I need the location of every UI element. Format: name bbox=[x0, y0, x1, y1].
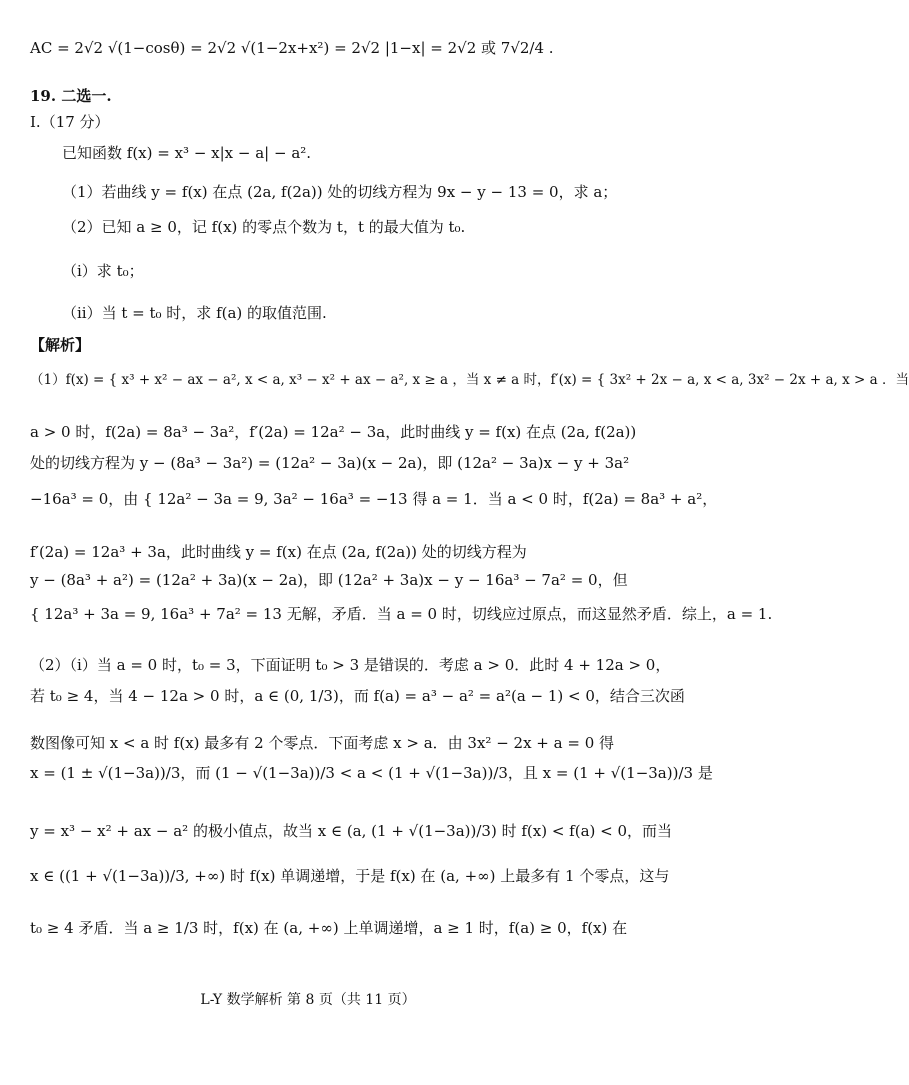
solution-text-9: 若 t₀ ≥ 4，当 4 − 12a > 0 时，a ∈ (0, 1/3)，而 f(a) = a³ − a² = a²(a − 1) < 0，结合三次函 bbox=[30, 687, 685, 705]
solution-line-3 bbox=[30, 455, 629, 472]
solution-heading-text: 【解析】 bbox=[30, 336, 91, 354]
solution-text-4: −16a³ = 0，由 { 12a² − 3a = 9, 3a² − 16a³ = −13 得 a = 1．当 a < 0 时，f(2a) = 8a³ + a²， bbox=[30, 490, 718, 508]
subquestion-1-text: （1）若曲线 y = f(x) 在点 (2a, f(2a)) 处的切线方程为 9x − y − 13 = 0，求 a； bbox=[62, 183, 618, 201]
solution-line-9 bbox=[30, 688, 685, 705]
heading-text: 19. 二选一. bbox=[30, 87, 112, 105]
solution-line-12 bbox=[30, 823, 672, 840]
solution-line-1 bbox=[30, 373, 909, 388]
subquestion-2-ii bbox=[62, 305, 327, 322]
solution-text-5: f′(2a) = 12a³ + 3a，此时曲线 y = f(x) 在点 (2a, f(2a)) 处的切线方程为 bbox=[30, 543, 527, 561]
solution-line-8 bbox=[30, 657, 670, 674]
solution-text-7: { 12a³ + 3a = 9, 16a³ + 7a² = 13 无解，矛盾．当 a = 0 时，切线应过原点，而这显然矛盾．综上，a = 1. bbox=[30, 605, 773, 623]
equation-ac: AC = 2√2 √(1−cosθ) = 2√2 √(1−2x+x²) = 2√2 |1−x| = 2√2 或 7√2/4 . bbox=[30, 39, 554, 57]
subquestion-2-i bbox=[62, 263, 144, 280]
part-i-text: I.（17 分） bbox=[30, 113, 110, 131]
solution-line-14 bbox=[30, 920, 627, 937]
solution-text-12: y = x³ − x² + ax − a² 的极小值点，故当 x ∈ (a, (1 + √(1−3a))/3) 时 f(x) < f(a) < 0，而当 bbox=[30, 822, 673, 840]
solution-text-6: y − (8a³ + a²) = (12a² + 3a)(x − 2a)，即 (12a² + 3a)x − y − 16a³ − 7a² = 0，但 bbox=[30, 571, 628, 589]
subquestion-2-text: （2）已知 a ≥ 0，记 f(x) 的零点个数为 t，t 的最大值为 t₀. bbox=[62, 218, 466, 236]
footer-text: L-Y 数学解析 第 8 页（共 11 页） bbox=[200, 992, 416, 1008]
solution-text-8: （2）（i）当 a = 0 时，t₀ = 3，下面证明 t₀ > 3 是错误的．考虑 a > 0．此时 4 + 12a > 0， bbox=[30, 656, 671, 674]
solution-text-3: 处的切线方程为 y − (8a³ − 3a²) = (12a² − 3a)(x − 2a)，即 (12a² − 3a)x − y + 3a² bbox=[30, 454, 630, 472]
solution-line-2 bbox=[30, 424, 636, 441]
part-i-heading bbox=[30, 114, 110, 131]
subquestion-2-i-text: （i）求 t₀； bbox=[62, 262, 144, 280]
solution-line-13 bbox=[30, 868, 669, 885]
page-footer bbox=[0, 989, 616, 1009]
solution-text-13: x ∈ ((1 + √(1−3a))/3, +∞) 时 f(x) 单调递增，于是 f(x) 在 (a, +∞) 上最多有 1 个零点，这与 bbox=[30, 867, 670, 885]
function-definition: 已知函数 f(x) = x³ − x|x − a| − a². bbox=[62, 144, 312, 162]
subquestion-2 bbox=[62, 219, 465, 236]
solution-heading bbox=[30, 337, 90, 354]
problem-statement bbox=[62, 145, 311, 162]
solution-line-4 bbox=[30, 491, 717, 508]
solution-line-5 bbox=[30, 544, 527, 561]
solution-text-2: a > 0 时，f(2a) = 8a³ − 3a²，f′(2a) = 12a² − 3a，此时曲线 y = f(x) 在点 (2a, f(2a)) bbox=[30, 423, 637, 441]
solution-text-14: t₀ ≥ 4 矛盾．当 a ≥ 1/3 时，f(x) 在 (a, +∞) 上单调递增，a ≥ 1 时，f(a) ≥ 0，f(x) 在 bbox=[30, 919, 628, 937]
subquestion-2-ii-text: （ii）当 t = t₀ 时，求 f(a) 的取值范围. bbox=[62, 304, 327, 322]
section-heading-19 bbox=[30, 88, 112, 105]
subquestion-1 bbox=[62, 184, 617, 201]
solution-text-10: 数图像可知 x < a 时 f(x) 最多有 2 个零点．下面考虑 x > a．由 3x² − 2x + a = 0 得 bbox=[30, 734, 615, 752]
solution-line-7 bbox=[30, 606, 772, 623]
piecewise-definition: （1）f(x) = { x³ + x² − ax − a², x < a, x³ − x² + ax − a², x ≥ a ，当 x ≠ a 时，f′(x) = { 3x² + 2x − a, x < a, 3x² − 2x + a, x > a ．当 bbox=[30, 372, 909, 388]
solution-line-6 bbox=[30, 572, 628, 589]
solution-line-10 bbox=[30, 735, 614, 752]
solution-line-11 bbox=[30, 765, 713, 782]
solution-text-11: x = (1 ± √(1−3a))/3，而 (1 − √(1−3a))/3 < a < (1 + √(1−3a))/3，且 x = (1 + √(1−3a))/3 是 bbox=[30, 764, 713, 782]
equation-line-1 bbox=[30, 40, 554, 57]
